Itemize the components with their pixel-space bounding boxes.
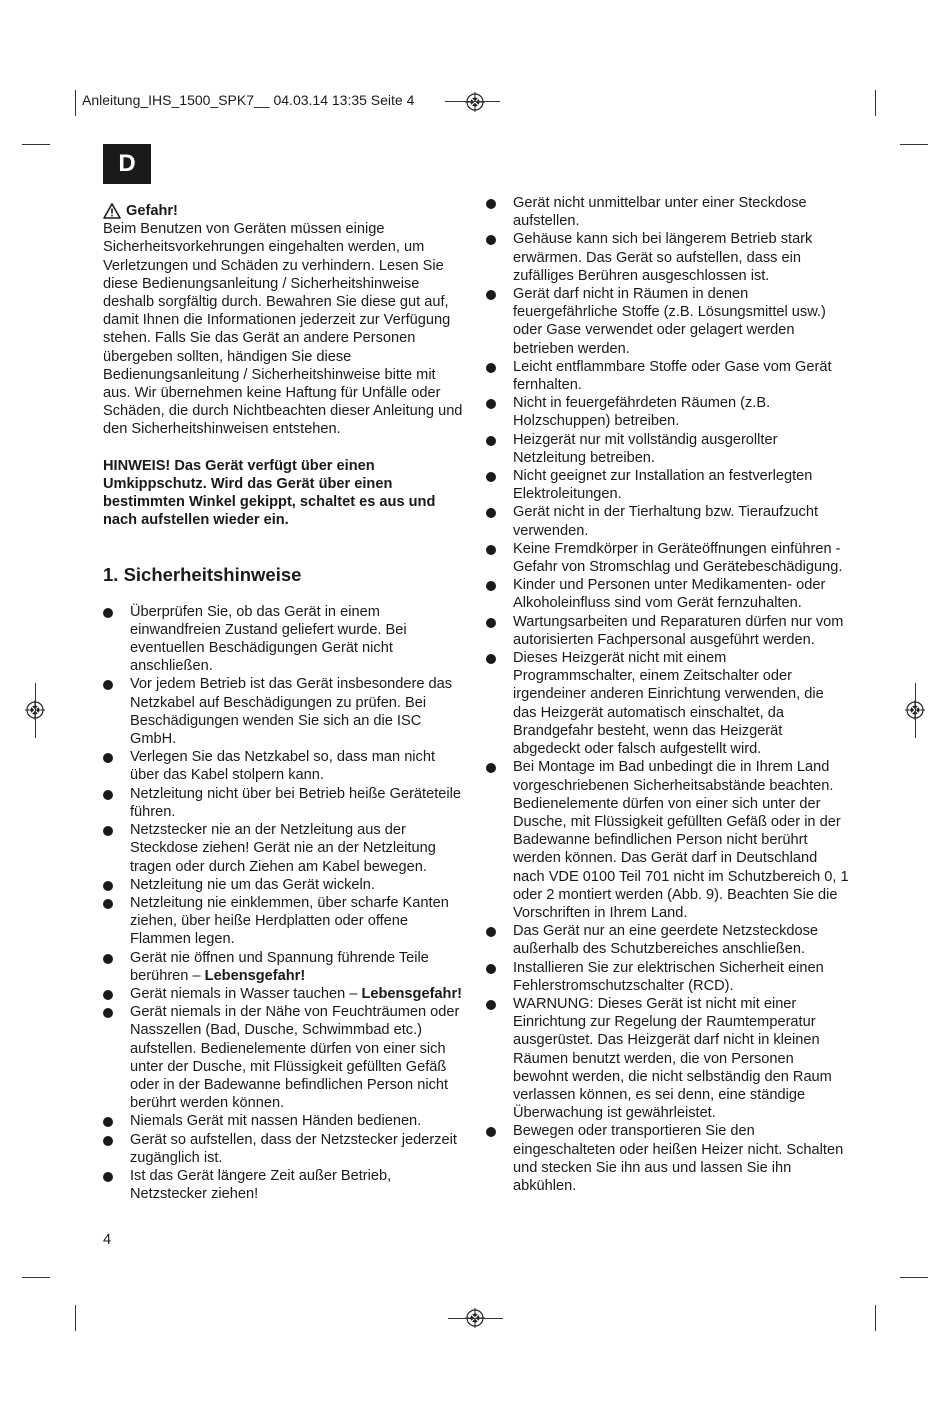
registration-line [448,1318,503,1319]
bullet-icon [103,1008,113,1018]
bullet-icon [486,199,496,209]
list-item [486,576,851,612]
bullet-icon [103,1172,113,1182]
bullet-icon [486,927,496,937]
list-item [103,985,465,1003]
language-tab: D [103,144,151,184]
list-item-text: Überprüfen Sie, ob das Gerät in einem einwandfreien Zustand geliefert wurde. Bei eventuellen Beschädigungen Gerät nicht anschließen. [130,603,407,675]
list-item-text: Gerät so aufstellen, dass der Netzstecker jederzeit zugänglich ist. [130,1131,457,1166]
registration-line [35,683,36,738]
crop-mark [875,90,876,116]
list-item-text: Installieren Sie zur elektrischen Sicherheit einen Fehlerstromschutzschalter (RCD). [513,959,824,994]
list-item-text: Verlegen Sie das Netzkabel so, dass man nicht über das Kabel stolpern kann. [130,749,436,784]
list-item-text: Nicht geeignet zur Installation an festverlegten Elektroleitungen. [513,468,813,503]
list-item [486,467,851,503]
crop-mark [900,1277,928,1278]
right-column [486,194,851,1195]
left-bullet-list [103,603,465,1204]
list-item-emphasis: Lebensgefahr! [204,967,306,984]
bullet-icon [486,399,496,409]
list-item-text: Niemals Gerät mit nassen Händen bedienen. [130,1113,422,1130]
list-item [103,1131,465,1167]
bullet-icon [486,436,496,446]
list-item-text: Gehäuse kann sich bei längerem Betrieb stark erwärmen. Das Gerät so aufstellen, dass ein zufälliges Berühren ausgeschlossen ist. [513,231,813,284]
bullet-icon [103,1136,113,1146]
list-item [486,649,851,758]
bullet-icon [103,608,113,618]
list-item-text: Vor jedem Betrieb ist das Gerät insbesondere das Netzkabel auf Beschädigungen zu prüfen. Bei Beschädigungen wenden Sie sich an die ISC GmbH. [130,676,453,748]
bullet-icon [486,1000,496,1010]
bullet-icon [103,990,113,1000]
list-item [486,1122,851,1195]
list-item-text: Gerät nie öffnen und Spannung führende Teile berühren – [130,949,429,984]
list-item [486,358,851,394]
list-item [486,922,851,958]
list-item [486,394,851,430]
bullet-icon [486,618,496,628]
crop-mark [900,144,928,145]
list-item-text: Das Gerät nur an eine geerdete Netzsteckdose außerhalb des Schutzbereiches anschließen. [513,923,819,958]
list-item-text: Keine Fremdkörper in Geräteöffnungen einführen - Gefahr von Stromschlag und Gerätebeschädigung. [513,540,843,576]
bullet-icon [103,881,113,891]
list-item-text: Netzleitung nie um das Gerät wickeln. [130,876,375,893]
list-item [486,995,851,1122]
bullet-icon [486,763,496,773]
list-item-text: Bewegen oder transportieren Sie den eingeschalteten oder heißen Heizer nicht. Schalten und stecken Sie ihn aus und lassen Sie ihn abkühlen. [513,1123,844,1194]
crop-mark [875,1305,876,1331]
warning-heading [103,202,465,220]
print-header: Anleitung_IHS_1500_SPK7__ 04.03.14 13:35 Seite 4 [82,92,415,108]
list-item-text: Gerät nicht in der Tierhaltung bzw. Tieraufzucht verwenden. [513,504,819,539]
bullet-icon [103,753,113,763]
warning-paragraph: Beim Benutzen von Geräten müssen einige Sicherheitsvorkehrungen eingehalten werden, um Verletzungen und Schäden zu verhindern. Lesen Sie diese Bedienungsanleitung / Sicherheitshinweise deshalb sorgfältig durch. Bewahren Sie diese gut auf, damit Ihnen die Informationen jederzeit zur Verfügung stehen. Falls Sie das Gerät an andere Personen übergeben sollten, händigen Sie diese Bedienungsanleitung / Sicherheitshinweise bitte mit aus. Wir übernehmen keine Haftung für Unfälle oder Schäden, die durch Nichtbeachten dieser Anleitung und den Sicherheitshinweisen entstehen. [103,221,463,438]
page-number: 4 [103,1232,112,1248]
bullet-icon [103,899,113,909]
list-item [486,758,851,922]
list-item [103,785,465,821]
bullet-icon [486,235,496,245]
list-item-emphasis: Lebensgefahr! [361,985,463,1002]
bullet-icon [486,581,496,591]
bullet-icon [103,790,113,800]
list-item-text: Gerät darf nicht in Räumen in denen feuergefährliche Stoffe (z.B. Lösungsmittel usw.) oder Gase verwendet oder gelagert werden betrieben werden. [513,286,826,357]
bullet-icon [103,954,113,964]
list-item [103,675,465,748]
right-bullet-list [486,194,851,1195]
bullet-icon [486,363,496,373]
warning-triangle-icon [103,203,121,219]
bullet-icon [486,508,496,518]
bullet-icon [103,826,113,836]
list-item [486,431,851,467]
bullet-icon [486,964,496,974]
list-item [103,603,465,676]
list-item [486,959,851,995]
list-item-text: WARNUNG: Dieses Gerät ist nicht mit einer Einrichtung zur Regelung der Raumtemperatur ausgerüstet. Das Heizgerät darf nicht in kleinen Räumen benutzt werden, die von Personen bewohnt werden, die nicht selbständig den Raum verlassen können, es sei denn, eine ständige Überwachung ist gewährleistet. [513,995,832,1122]
bullet-icon [103,680,113,690]
registration-line [915,683,916,738]
list-item-text: Heizgerät nur mit vollständig ausgerollter Netzleitung betreiben. [513,431,778,466]
list-item-text: Netzleitung nicht über bei Betrieb heiße Geräteteile führen. [130,785,461,820]
list-item [486,230,851,285]
registration-mark-icon [465,92,485,112]
list-item-text: Bei Montage im Bad unbedingt die in Ihrem Land vorgeschriebenen Sicherheitsabstände beachten. Bedienelemente dürfen von einer sich unter der Dusche, mit Flüssigkeit gefüllten Gefäß oder in der Badewanne befindlichen Person nicht berührt werden können. Das Gerät darf in Deutschland nach VDE 0100 Teil 701 nicht im Schutzbereich 0, 1 oder 2 montiert werden (Abb. 9). Beachten Sie die Vorschriften in Ihrem Land. [513,759,849,921]
crop-mark [75,1305,76,1331]
list-item-text: Ist das Gerät längere Zeit außer Betrieb, Netzstecker ziehen! [130,1167,392,1203]
bullet-icon [486,1127,496,1137]
bullet-icon [103,1117,113,1127]
crop-mark [75,90,76,116]
list-item [486,540,851,576]
warning-title: Gefahr! [126,203,178,219]
crop-mark [22,1277,50,1278]
list-item-text: Leicht entflammbare Stoffe oder Gase vom Gerät fernhalten. [513,358,832,394]
list-item [103,949,465,985]
list-item [486,503,851,539]
list-item-text: Gerät niemals in der Nähe von Feuchträumen oder Nasszellen (Bad, Dusche, Schwimmbad etc.) aufstellen. Bedienelemente dürfen von einer sich unter der Dusche, mit Flüssigkeit gefüllten Gefäß oder in der Badewanne befindlichen Person nicht berührt werden können. [130,1004,460,1112]
list-item [486,285,851,358]
left-column [103,202,465,1203]
registration-line [445,101,500,102]
list-item-text: Kinder und Personen unter Medikamenten- oder Alkoholeinfluss sind vom Gerät fernzuhalten. [513,577,826,612]
list-item [103,894,465,949]
section-title: 1. Sicherheitshinweise [103,564,302,586]
crop-mark [22,144,50,145]
list-item-text: Wartungsarbeiten und Reparaturen dürfen nur vom autorisierten Fachpersonal ausgeführt werden. [513,613,844,648]
list-item-text: Gerät niemals in Wasser tauchen – [130,985,362,1002]
bullet-icon [486,545,496,555]
note-paragraph: HINWEIS! Das Gerät verfügt über einen Umkippschutz. Wird das Gerät über einen bestimmten Winkel gekippt, schaltet es aus und nach aufstellen wieder ein. [103,457,436,529]
list-item-text: Dieses Heizgerät nicht mit einem Programmschalter, einem Zeitschalter oder irgendeiner anderen Einrichtung verwenden, die das Heizgerät automatisch einschaltet, da Brandgefahr besteht, wenn das Heizgerät abgedeckt oder falsch aufgestellt wird. [513,650,824,758]
list-item [103,876,465,894]
list-item [103,821,465,876]
list-item-text: Netzstecker nie an der Netzleitung aus der Steckdose ziehen! Gerät nie an der Netzleitung tragen oder durch Ziehen am Kabel bewegen. [130,822,436,875]
bullet-icon [486,472,496,482]
list-item [103,1167,465,1203]
list-item-text: Nicht in feuergefährdeten Räumen (z.B. Holzschuppen) betreiben. [513,395,771,430]
list-item-text: Netzleitung nie einklemmen, über scharfe Kanten ziehen, über heiße Herdplatten oder offene Flammen legen. [130,894,449,948]
bullet-icon [486,654,496,664]
list-item-text: Gerät nicht unmittelbar unter einer Steckdose aufstellen. [513,195,807,230]
list-item [103,748,465,784]
bullet-icon [486,290,496,300]
list-item [486,194,851,230]
list-item [103,1112,465,1130]
list-item [103,1003,465,1112]
list-item [486,613,851,649]
